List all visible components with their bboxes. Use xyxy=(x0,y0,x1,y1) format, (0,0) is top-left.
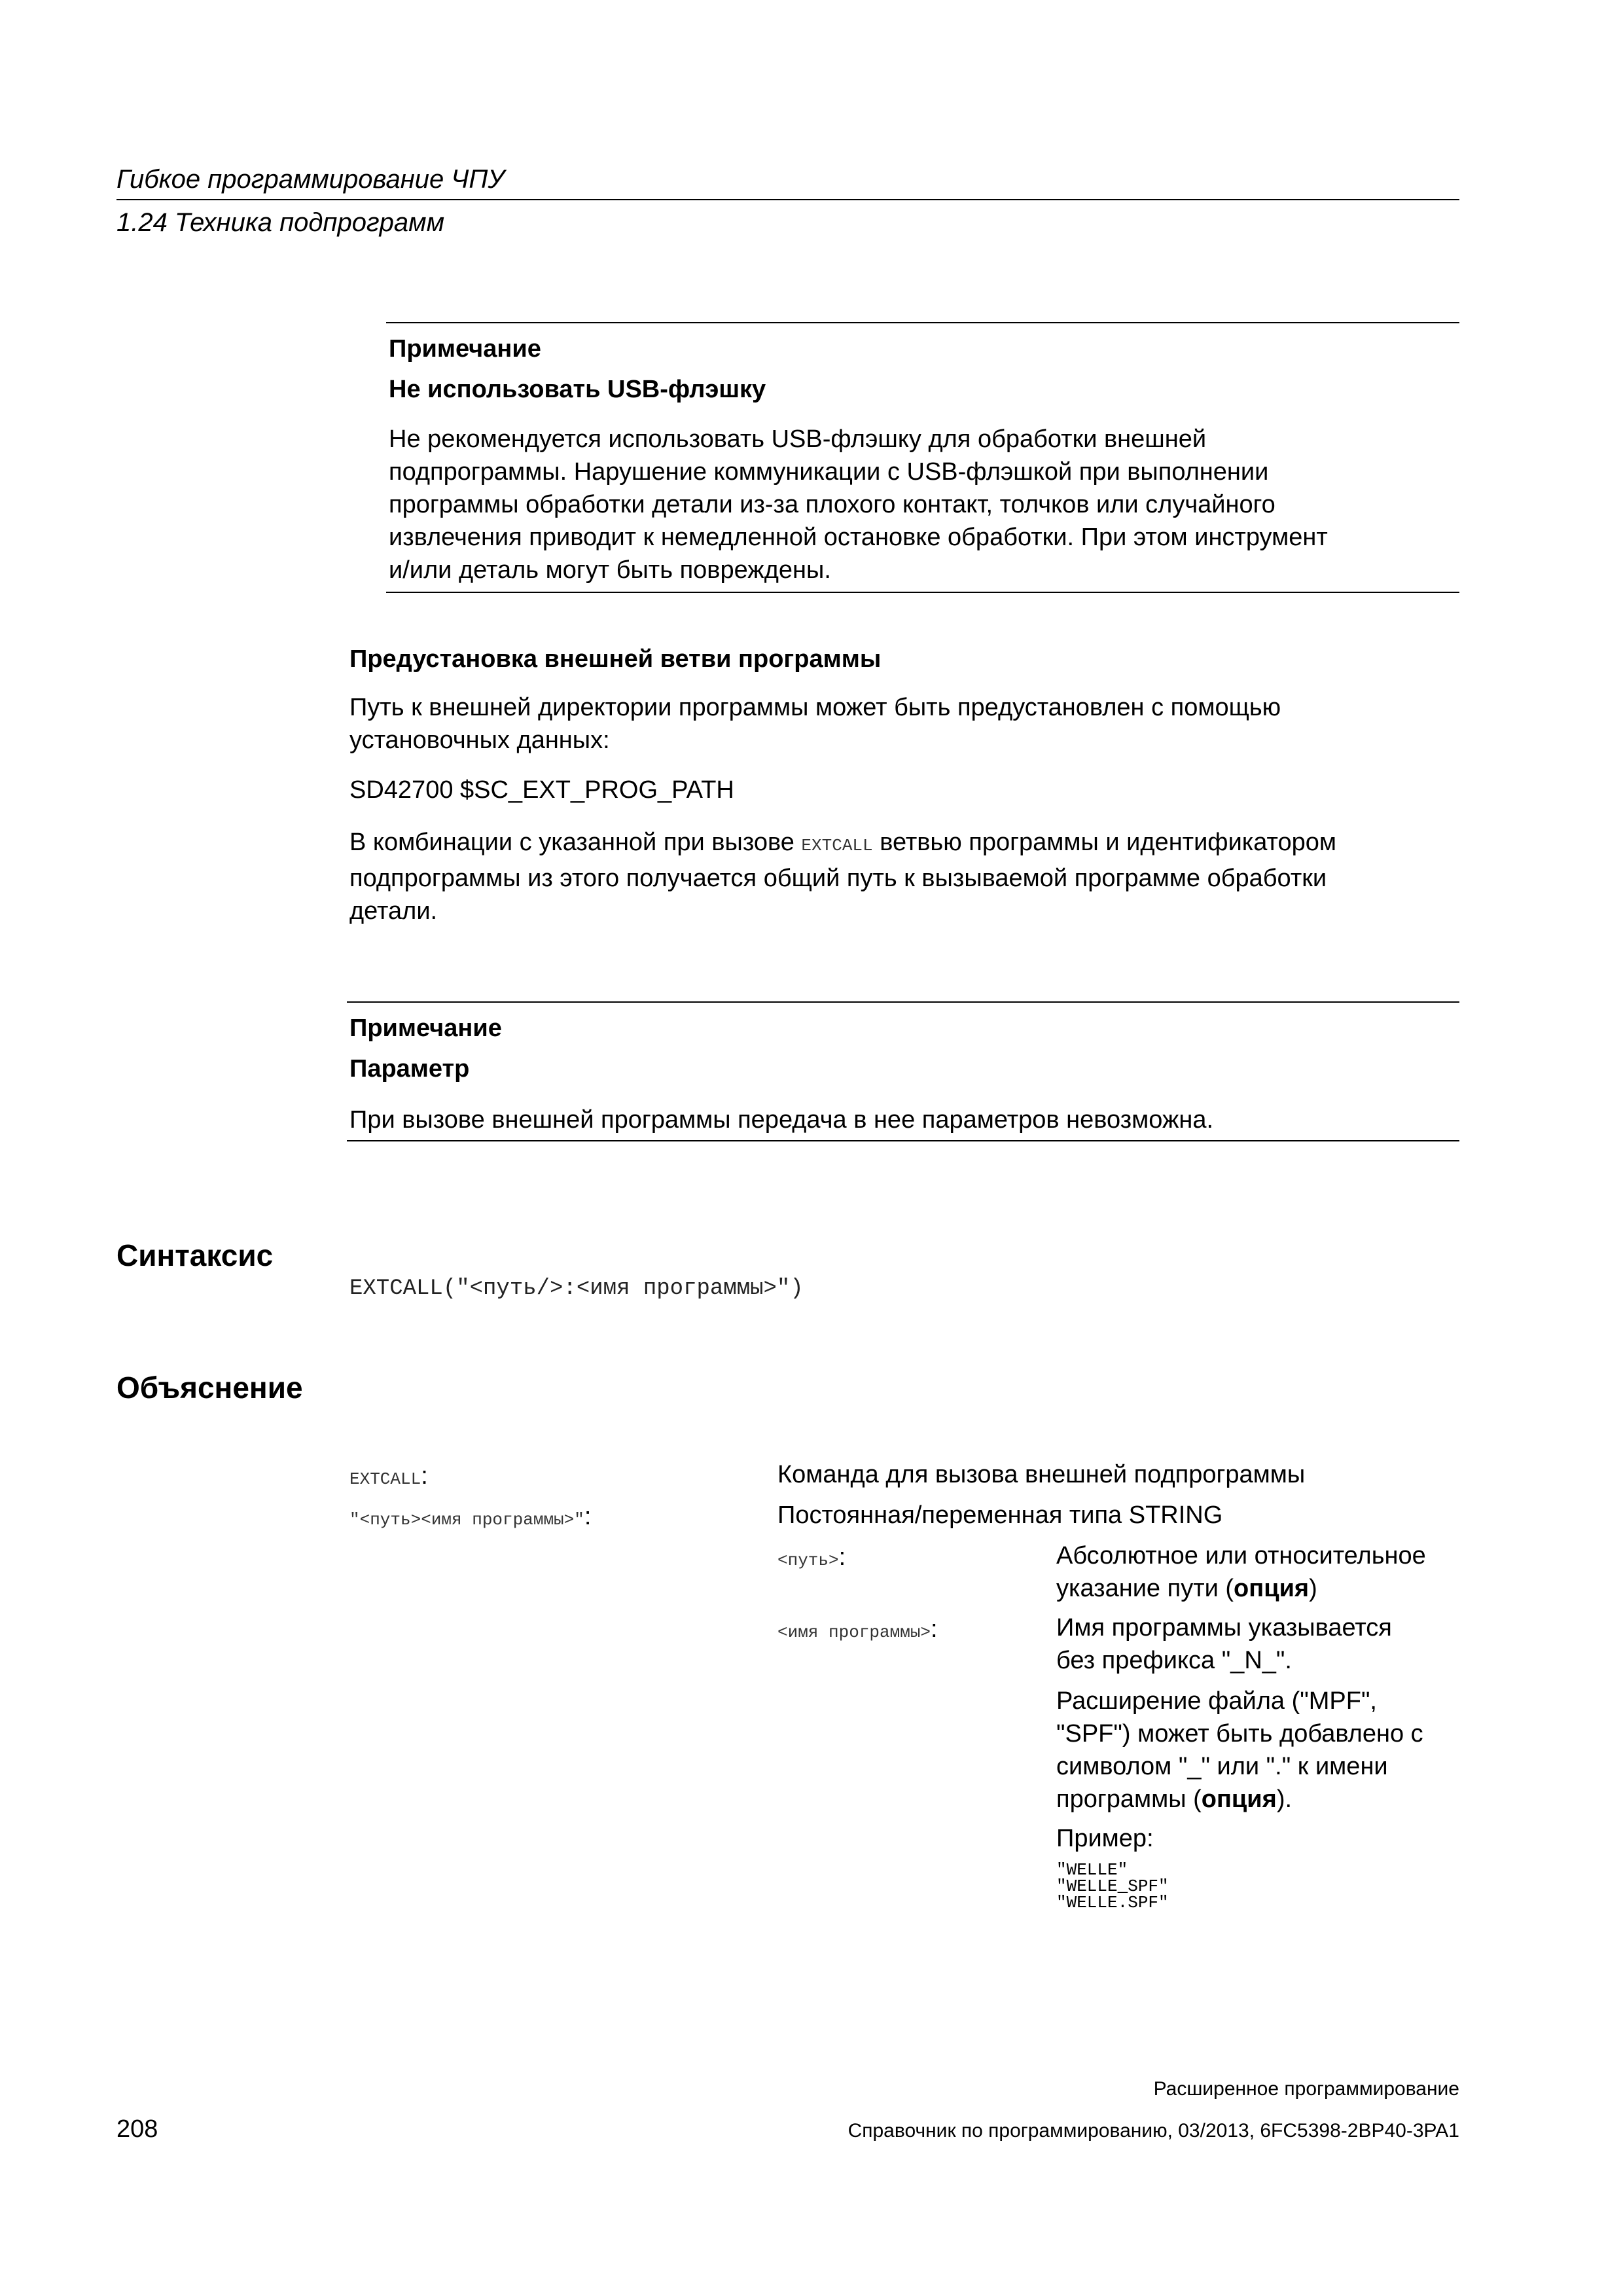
note2-title: Параметр xyxy=(349,1055,470,1083)
preset-para2-text: ветвью программы и идентификатором xyxy=(872,829,1337,856)
term-code: EXTCALL xyxy=(349,1469,421,1489)
preset-para2-text: В комбинации с указанной при вызове xyxy=(349,829,802,856)
note1-label: Примечание xyxy=(389,335,541,363)
syntax-heading: Синтаксис xyxy=(116,1238,274,1272)
prog-desc-line: Имя программы указывается xyxy=(1056,1614,1392,1641)
path-desc-line: Абсолютное или относительное xyxy=(1056,1542,1426,1570)
note1-line: Не рекомендуется использовать USB-флэшку для обработки внешней xyxy=(389,425,1207,453)
footer-book-title: Расширенное программирование xyxy=(1153,2078,1459,2100)
page-number: 208 xyxy=(116,2115,158,2143)
path-description xyxy=(1056,1539,1426,1605)
note2-top-rule xyxy=(347,1001,1459,1003)
preset-para2-line: детали. xyxy=(349,897,438,925)
ext-line: Расширение файла ("MPF", xyxy=(1056,1687,1377,1715)
example-item: "WELLE" xyxy=(1056,1860,1128,1880)
term-code: <имя программы> xyxy=(777,1623,931,1642)
desc-text: ). xyxy=(1276,1785,1293,1813)
option-keyword: опция xyxy=(1201,1785,1277,1813)
path-desc-line xyxy=(1056,1572,1426,1605)
note1-line: и/или деталь могут быть повреждены. xyxy=(389,556,831,584)
explanation-heading: Объяснение xyxy=(116,1371,303,1405)
note2-bottom-rule xyxy=(347,1140,1459,1141)
note1-line: подпрограммы. Нарушение коммуникации с USB-флэшкой при выполнении xyxy=(389,458,1269,486)
extcall-term xyxy=(349,1460,428,1496)
preset-setting-data: SD42700 $SC_EXT_PROG_PATH xyxy=(349,776,734,804)
extcall-inline-code: EXTCALL xyxy=(801,836,873,855)
note1-text xyxy=(389,423,1328,586)
preset-para1-line: установочных данных: xyxy=(349,726,610,754)
example-item: "WELLE.SPF" xyxy=(1056,1893,1169,1912)
running-header-section: 1.24 Техника подпрограмм xyxy=(116,208,444,237)
running-header-chapter: Гибкое программирование ЧПУ xyxy=(116,165,505,194)
term-colon: : xyxy=(931,1615,938,1643)
note1-top-rule xyxy=(386,322,1459,323)
term-colon: : xyxy=(421,1462,428,1490)
desc-text: указание пути ( xyxy=(1056,1575,1234,1602)
note1-line: программы обработки детали из-за плохого контакт, толчков или случайного xyxy=(389,491,1275,518)
footer-book-info: Справочник по программированию, 03/2013, 6FC5398-2BP40-3PA1 xyxy=(847,2120,1459,2142)
prog-desc-line: без префикса "_N_". xyxy=(1056,1647,1292,1674)
preset-paragraph-1 xyxy=(349,691,1281,757)
preset-paragraph-2 xyxy=(349,826,1336,927)
program-name-description xyxy=(1056,1611,1392,1677)
preset-heading: Предустановка внешней ветви программы xyxy=(349,645,882,673)
note1-line: извлечения приводит к немедленной остановке обработки. При этом инструмент xyxy=(389,524,1328,551)
desc-text: программы ( xyxy=(1056,1785,1202,1813)
path-term xyxy=(777,1541,846,1577)
note1-title: Не использовать USB-флэшку xyxy=(389,376,766,403)
note2-text: При вызове внешней программы передача в нее параметров невозможна. xyxy=(349,1106,1214,1134)
example-label: Пример: xyxy=(1056,1825,1154,1852)
term-colon: : xyxy=(838,1543,846,1571)
note1-bottom-rule xyxy=(386,592,1459,593)
extcall-description: Команда для вызова внешней подпрограммы xyxy=(777,1461,1306,1488)
option-keyword: опция xyxy=(1234,1575,1310,1602)
preset-para2-line1 xyxy=(349,826,1336,862)
example-list xyxy=(1056,1862,1169,1911)
ext-line: символом "_" или "." к имени xyxy=(1056,1753,1388,1780)
program-name-term xyxy=(777,1613,938,1649)
path-program-description: Постоянная/переменная типа STRING xyxy=(777,1501,1223,1529)
path-program-term xyxy=(349,1500,591,1536)
desc-text: ) xyxy=(1309,1575,1317,1602)
preset-para1-line: Путь к внешней директории программы может быть предустановлен с помощью xyxy=(349,694,1281,721)
term-colon: : xyxy=(584,1503,592,1530)
header-rule xyxy=(116,199,1459,200)
file-extension-description xyxy=(1056,1685,1423,1816)
syntax-code: EXTCALL("<путь/>:<имя программы>") xyxy=(349,1276,804,1301)
term-code: <путь> xyxy=(777,1551,839,1570)
term-code: "<путь><имя программы>" xyxy=(349,1510,584,1530)
ext-line: "SPF") может быть добавлено с xyxy=(1056,1720,1423,1748)
note2-label: Примечание xyxy=(349,1014,502,1042)
ext-line xyxy=(1056,1783,1423,1816)
example-item: "WELLE_SPF" xyxy=(1056,1876,1169,1896)
preset-para2-line: подпрограммы из этого получается общий путь к вызываемой программе обработки xyxy=(349,865,1327,892)
